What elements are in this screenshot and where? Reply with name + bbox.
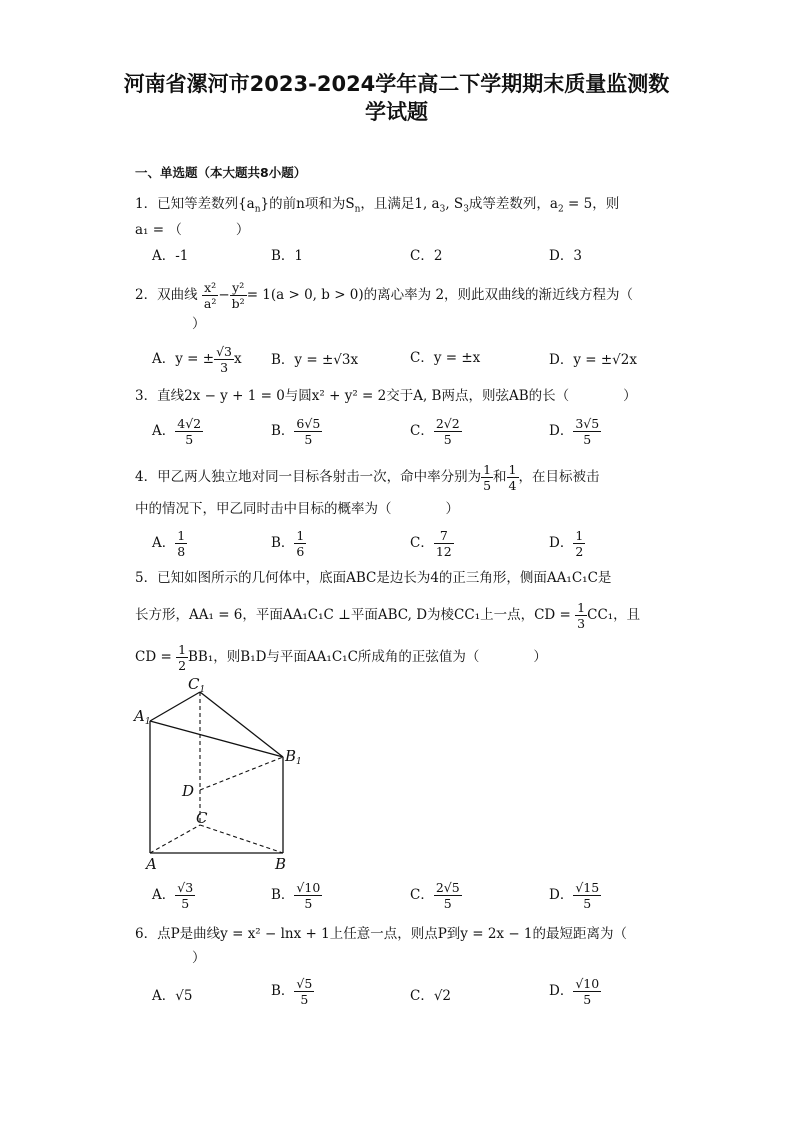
- q5-l2-frac: [575, 600, 587, 631]
- q5-option-b-frac: [294, 880, 322, 911]
- q5-l2-b: CC₁，且: [587, 607, 641, 623]
- q3-option-c-den: 5: [443, 432, 452, 447]
- q5-stem-line3: [135, 642, 547, 673]
- q5-option-c[interactable]: [410, 880, 462, 911]
- q6-option-d-den: 5: [583, 992, 592, 1007]
- edge-ac-dashed: [150, 825, 200, 853]
- q5-option-d[interactable]: [549, 880, 601, 911]
- q3-option-d-label: D．: [549, 423, 574, 439]
- q5-option-a-label: A．: [152, 887, 176, 903]
- q1-stem-line2: a₁ = （ ）: [135, 222, 250, 238]
- q4-frac1-den: 5: [483, 478, 492, 493]
- q2-text-b: = 1(a > 0, b > 0)的离心率为 2，则此双曲线的渐近线方程为（: [246, 287, 634, 303]
- q2-stem: [135, 280, 633, 311]
- q2-option-c[interactable]: C．y = ±x: [410, 350, 481, 366]
- q5-l2-frac-num: 1: [577, 600, 586, 615]
- edge-a1b1: [150, 721, 283, 757]
- q6-option-b-den: 5: [300, 992, 309, 1007]
- q1-text-f: = 5，则: [563, 196, 620, 212]
- q3-option-c-num: 2√2: [435, 416, 460, 431]
- label-d: D: [182, 782, 195, 800]
- q5-l3-frac-den: 2: [178, 658, 187, 673]
- q1-option-b[interactable]: B．1: [271, 248, 304, 264]
- q4-option-a-den: 8: [177, 544, 186, 559]
- q1-option-c[interactable]: C．2: [410, 248, 443, 264]
- q3-option-a[interactable]: [152, 416, 203, 447]
- q4-frac2: [507, 462, 519, 493]
- q3-option-d[interactable]: [549, 416, 601, 447]
- q4-option-c-num: 7: [434, 528, 454, 544]
- q3-option-b-num: 6√5: [296, 416, 321, 431]
- edge-c1b1: [200, 692, 283, 757]
- edge-a1c1: [150, 692, 200, 721]
- q6-option-a[interactable]: A．√5: [152, 988, 193, 1004]
- q1-text-a: 1．已知等差数列: [135, 196, 239, 212]
- q3-option-a-frac: [175, 416, 203, 447]
- q3-option-b-frac: [294, 416, 322, 447]
- q2-text-a: 2．双曲线: [135, 287, 198, 303]
- label-a: A: [146, 855, 157, 873]
- q5-stem: 5．已知如图所示的几何体中，底面ABC是边长为4的正三角形，侧面AA₁C₁C是: [135, 570, 612, 586]
- q5-option-d-label: D．: [549, 887, 574, 903]
- q4-option-b-den: 6: [296, 544, 305, 559]
- q3-option-d-frac: [573, 416, 601, 447]
- q6-option-d[interactable]: [549, 976, 601, 1007]
- prism-figure: [130, 675, 310, 875]
- q4-option-d-den: 2: [575, 544, 584, 559]
- q1-option-d[interactable]: D．3: [549, 248, 582, 264]
- q6-stem: 6．点P是曲线y = x² − lnx + 1上任意一点，则点P到y = 2x − 1的最短距离为（: [135, 926, 628, 942]
- page-title-cont: 学试题: [365, 100, 428, 124]
- q6-option-b-num: √5: [296, 976, 313, 991]
- q4-option-b-frac: [294, 528, 306, 559]
- q3-option-b-den: 5: [304, 432, 313, 447]
- q3-option-a-den: 5: [185, 432, 194, 447]
- q2-option-a-post: x: [234, 351, 242, 367]
- q4-option-a-num: 1: [177, 528, 186, 543]
- q2-option-a[interactable]: [152, 344, 242, 375]
- q2-option-b[interactable]: B．y = ±√3x: [271, 352, 359, 368]
- section-heading: 一、单选题（本大题共8小题）: [135, 165, 307, 180]
- q4-option-b[interactable]: [271, 528, 306, 559]
- q2-minus: −: [218, 287, 230, 303]
- q4-option-b-label: B．: [271, 535, 295, 551]
- q1-text-b: }的前n项和为S: [260, 196, 355, 212]
- q4-option-c-frac: [434, 528, 454, 559]
- q2-option-a-frac: [214, 344, 234, 375]
- q5-option-a[interactable]: [152, 880, 195, 911]
- q4-option-d-frac: [573, 528, 585, 559]
- q6-option-d-num: √10: [575, 976, 600, 991]
- q6-option-b-frac: [294, 976, 314, 1007]
- q6-option-b-label: B．: [271, 983, 295, 999]
- q3-option-a-num: 4√2: [177, 416, 202, 431]
- q5-option-c-num: 2√5: [435, 880, 460, 895]
- q5-l2-a: 长方形，AA₁ = 6，平面AA₁C₁C ⊥平面ABC, D为棱CC₁上一点，CD =: [135, 607, 576, 623]
- q2-option-d[interactable]: D．y = ±√2x: [549, 352, 637, 368]
- q3-option-a-label: A．: [152, 423, 176, 439]
- q2-frac-x-den: a²: [203, 296, 217, 311]
- q4-and: 和: [493, 469, 507, 485]
- q4-option-b-num: 1: [296, 528, 305, 543]
- q1-sub-3b: 3: [463, 204, 469, 215]
- page-title: 河南省漯河市2023-2024学年高二下学期期末质量监测数: [123, 72, 670, 96]
- q2-frac-x: [202, 280, 218, 311]
- q5-option-d-den: 5: [583, 896, 592, 911]
- q4-stem-line2: 中的情况下，甲乙同时击中目标的概率为（ ）: [135, 501, 459, 517]
- q6-option-b[interactable]: [271, 976, 314, 1007]
- q6-option-d-label: D．: [549, 983, 574, 999]
- q1-seq-sub: n: [254, 204, 261, 215]
- q3-option-d-den: 5: [583, 432, 592, 447]
- q4-option-c[interactable]: [410, 528, 454, 559]
- q4-option-d-label: D．: [549, 535, 574, 551]
- q3-option-b-label: B．: [271, 423, 295, 439]
- q2-option-a-pre: A．y = ±: [152, 351, 215, 367]
- q1-text-e: 成等差数列，a: [468, 196, 558, 212]
- q2-option-a-num: √3: [216, 344, 233, 359]
- q6-option-d-frac: [573, 976, 601, 1007]
- segment-db1-dashed: [200, 757, 283, 790]
- q1-sub-3a: 3: [439, 204, 446, 215]
- q3-stem: 3．直线2x − y + 1 = 0与圆x² + y² = 2交于A, B两点，则弦AB的长（ ）: [135, 388, 637, 404]
- label-b1: $B_1$: [285, 747, 302, 767]
- q5-option-c-label: C．: [410, 887, 434, 903]
- q4-option-a[interactable]: [152, 528, 187, 559]
- q3-option-b[interactable]: [271, 416, 322, 447]
- q5-l3-b: BB₁，则B₁D与平面AA₁C₁C所成角的正弦值为（ ）: [188, 649, 547, 665]
- q5-l3-a: CD =: [135, 649, 177, 665]
- q4-text-a: 4．甲乙两人独立地对同一目标各射击一次，命中率分别为: [135, 469, 482, 485]
- q3-option-c-frac: [434, 416, 462, 447]
- q1-text-c: ，且满足1, a: [360, 196, 440, 212]
- q4-option-a-frac: [175, 528, 187, 559]
- q5-option-a-num: √3: [177, 880, 194, 895]
- q4-option-a-label: A．: [152, 535, 176, 551]
- label-b: B: [275, 855, 287, 873]
- q3-option-c-label: C．: [410, 423, 434, 439]
- q5-stem-line2: [135, 600, 640, 631]
- q4-frac2-num: 1: [508, 462, 517, 477]
- q1-sub-n: n: [354, 204, 361, 215]
- label-c: C: [196, 809, 208, 827]
- q6-option-c[interactable]: C．√2: [410, 988, 452, 1004]
- q5-option-a-frac: [175, 880, 195, 911]
- q1-sub-2: 2: [557, 204, 564, 215]
- q5-option-c-den: 5: [443, 896, 452, 911]
- q2-frac-x-num: x²: [202, 280, 218, 296]
- q5-option-d-frac: [573, 880, 601, 911]
- edge-cb-dashed: [200, 825, 283, 853]
- label-a1: $A_1$: [134, 707, 151, 727]
- q4-frac2-den: 4: [508, 478, 517, 493]
- q1-option-a[interactable]: A．-1: [152, 248, 189, 264]
- q4-text-b: ，在目标被击: [518, 469, 600, 485]
- q4-option-c-den: 12: [435, 544, 452, 559]
- q1-stem: [135, 194, 619, 220]
- q4-option-c-label: C．: [410, 535, 434, 551]
- q6-stem-line2: ）: [192, 950, 206, 966]
- q1-text-d: , S: [445, 196, 464, 212]
- q5-option-c-frac: [434, 880, 462, 911]
- q5-option-b-den: 5: [304, 896, 313, 911]
- q2-frac-y: [230, 280, 247, 311]
- q4-stem: [135, 462, 600, 493]
- q5-l3-frac: [176, 642, 188, 673]
- q5-option-b[interactable]: [271, 880, 322, 911]
- q5-option-a-den: 5: [181, 896, 190, 911]
- q3-option-c[interactable]: [410, 416, 462, 447]
- label-c1: $C_1$: [188, 675, 206, 695]
- q5-option-d-num: √15: [575, 880, 600, 895]
- q2-option-a-den: 3: [220, 360, 229, 375]
- q5-option-b-label: B．: [271, 887, 295, 903]
- q4-option-d-num: 1: [575, 528, 584, 543]
- q4-frac1-num: 1: [483, 462, 492, 477]
- q5-l3-frac-num: 1: [178, 642, 187, 657]
- q4-frac1: [481, 462, 493, 493]
- q1-seq: {a: [238, 196, 255, 212]
- q5-l2-frac-den: 3: [577, 616, 586, 631]
- q2-frac-y-den: b²: [231, 296, 245, 311]
- q2-frac-y-num: y²: [230, 280, 247, 296]
- q5-option-b-num: √10: [296, 880, 321, 895]
- q4-option-d[interactable]: [549, 528, 585, 559]
- q2-stem-line2: ）: [192, 316, 206, 332]
- q3-option-d-num: 3√5: [575, 416, 600, 431]
